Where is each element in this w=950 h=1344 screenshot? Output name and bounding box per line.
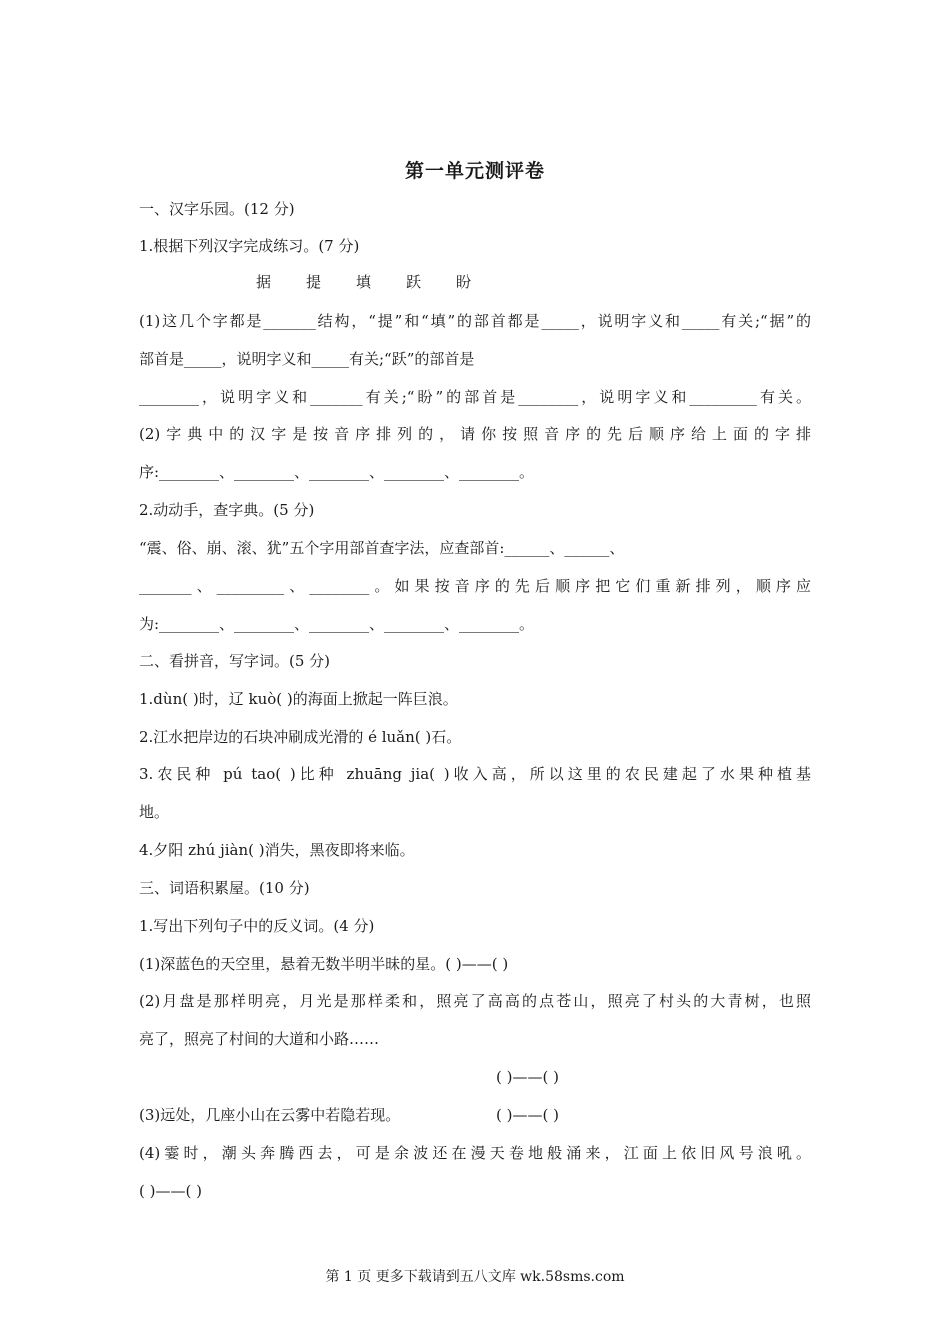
page-footer: 第 1 页 更多下载请到五八文库 wk.58sms.com (325, 1269, 625, 1285)
section-heading: 三、词语积累屋。(10 分) (139, 879, 310, 897)
question-text: “震、俗、崩、滚、犹”五个字用部首查字法，应查部首:______、______、 (139, 539, 625, 557)
section-heading: 一、汉字乐园。(12 分) (139, 200, 295, 218)
question-text: (1)深蓝色的天空里，悬着无数半明半昧的星。( )——( ) (139, 955, 509, 973)
question-text: 为:________、________、________、________、________。 (139, 615, 535, 633)
question-text: 序:________、________、________、________、________。 (139, 463, 535, 481)
answer-blank: ( )——( ) (496, 1068, 559, 1086)
question-text: _______、_________、________。如果按音序的先后顺序把它们重新排列，顺序应 (139, 577, 811, 595)
character: 据 (256, 273, 272, 291)
character: 提 (306, 273, 322, 291)
question-text: 1.写出下列句子中的反义词。(4 分) (139, 917, 375, 935)
question-text: 地。 (139, 803, 170, 821)
question-text: 2.动动手，查字典。(5 分) (139, 501, 315, 519)
question-text: (4)霎时，潮头奔腾西去，可是余波还在漫天卷地般涌来，江面上依旧风号浪吼。 (139, 1144, 811, 1162)
question-text: (2)字典中的汉字是按音序排列的，请你按照音序的先后顺序给上面的字排 (139, 425, 811, 443)
question-text: (3)远处，几座小山在云雾中若隐若现。 (139, 1106, 401, 1124)
character: 盼 (456, 273, 472, 291)
question-text: 4.夕阳 zhú jiàn( )消失，黑夜即将来临。 (139, 841, 415, 859)
character: 填 (356, 273, 372, 291)
character: 跃 (406, 273, 422, 291)
character-list (256, 271, 506, 292)
question-text: 亮了，照亮了村间的大道和小路…… (139, 1030, 380, 1048)
answer-blank: ( )——( ) (139, 1182, 202, 1200)
page-title: 第一单元测评卷 (404, 160, 545, 182)
answer-blank: ( )——( ) (496, 1106, 559, 1124)
section-heading: 二、看拼音，写字词。(5 分) (139, 652, 331, 670)
question-text: ________，说明字义和_______有关;“盼”的部首是________，说明字义和_________有关。 (139, 388, 811, 406)
question-text: 1.根据下列汉字完成练习。(7 分) (139, 237, 360, 255)
question-text: 2.江水把岸边的石块冲刷成光滑的 é luǎn( )石。 (139, 728, 462, 746)
question-text: 3.农民种 pú tao( )比种 zhuāng jia( )收入高，所以这里的农民建起了水果种植基 (139, 765, 811, 783)
question-text: 1.dùn( )时，辽 kuò( )的海面上掀起一阵巨浪。 (139, 690, 458, 708)
question-text: (1)这几个字都是_______结构，“提”和“填”的部首都是_____，说明字义和_____有关;“据”的 (139, 312, 811, 330)
question-text: (2)月盘是那样明亮，月光是那样柔和，照亮了高高的点苍山，照亮了村头的大青树，也照 (139, 992, 811, 1010)
question-text: 部首是_____，说明字义和_____有关;“跃”的部首是 (139, 350, 475, 368)
